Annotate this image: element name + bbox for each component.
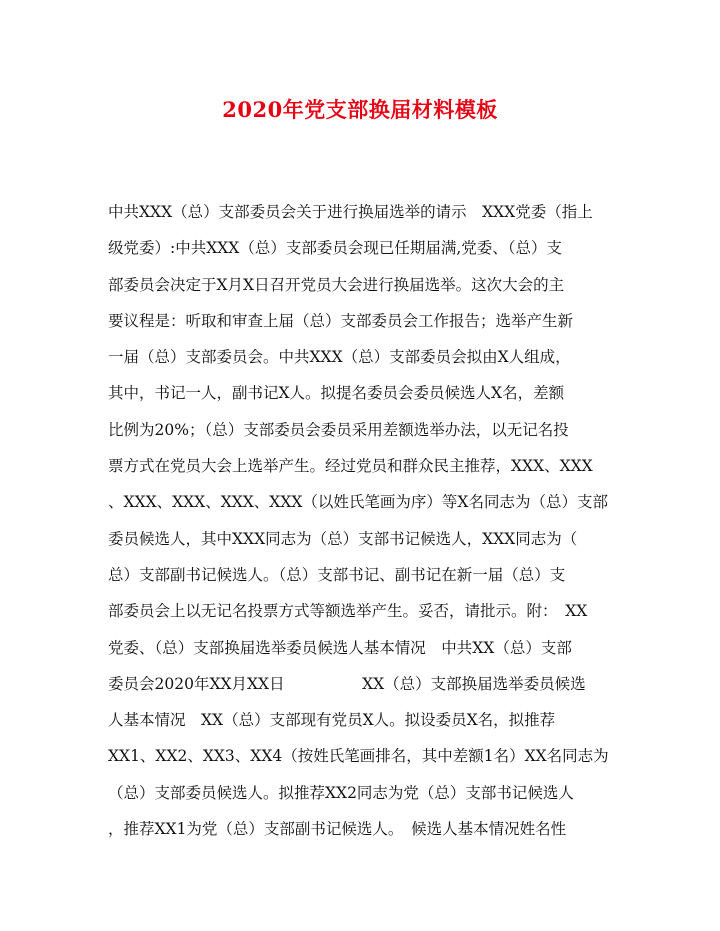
body-line: 人基本情况 XX（总）支部现有党员X人。拟设委员X名，拟推荐 bbox=[108, 711, 556, 730]
body-line: 委员会2020年XX月XX日 XX（总）支部换届选举委员候选 bbox=[108, 674, 586, 693]
body-line: 部委员会上以无记名投票方式等额选举产生。妥否，请批示。附： XX bbox=[108, 602, 588, 621]
body-line: 、XXX、XXX、XXX、XXX（以姓氏笔画为序）等X名同志为（总）支部 bbox=[108, 493, 608, 512]
document-body bbox=[108, 194, 628, 847]
body-line: 其中，书记一人，副书记X人。拟提名委员会委员候选人X名，差额 bbox=[108, 384, 565, 403]
body-line: 部委员会决定于X月X日召开党员大会进行换届选举。这次大会的主 bbox=[108, 275, 565, 294]
body-line: （总）支部委员候选人。拟推荐XX2同志为党（总）支部书记候选人 bbox=[108, 783, 574, 802]
body-line: XX1、XX2、XX3、XX4（按姓氏笔画排名，其中差额1名）XX名同志为 bbox=[108, 747, 609, 766]
document-title: 2020年党支部换届材料模板 bbox=[222, 97, 498, 122]
body-line: 级党委）:中共XXX（总）支部委员会现已任期届满,党委、（总）支 bbox=[108, 239, 563, 258]
body-line: 党委、（总）支部换届选举委员候选人基本情况 中共XX（总）支部 bbox=[108, 638, 572, 657]
body-line: 票方式在党员大会上选举产生。经过党员和群众民主推荐，XXX、XXX bbox=[108, 457, 593, 476]
body-line: 中共XXX（总）支部委员会关于进行换届选举的请示 XXX党委（指上 bbox=[108, 203, 593, 221]
body-line: 要议程是：听取和审查上届（总）支部委员会工作报告；选举产生新 bbox=[108, 311, 574, 330]
body-line: 一届（总）支部委员会。中共XXX（总）支部委员会拟由X人组成， bbox=[108, 348, 571, 367]
body-line: 总）支部副书记候选人。（总）支部书记、副书记在新一届（总）支 bbox=[108, 565, 566, 584]
body-line: ，推荐XX1为党（总）支部副书记候选人。 候选人基本情况姓名性 bbox=[108, 820, 567, 839]
body-line: 比例为20%；（总）支部委员会委员采用差额选举办法，以无记名投 bbox=[108, 420, 569, 439]
body-line: 委员候选人，其中XXX同志为（总）支部书记候选人，XXX同志为（ bbox=[108, 529, 578, 548]
